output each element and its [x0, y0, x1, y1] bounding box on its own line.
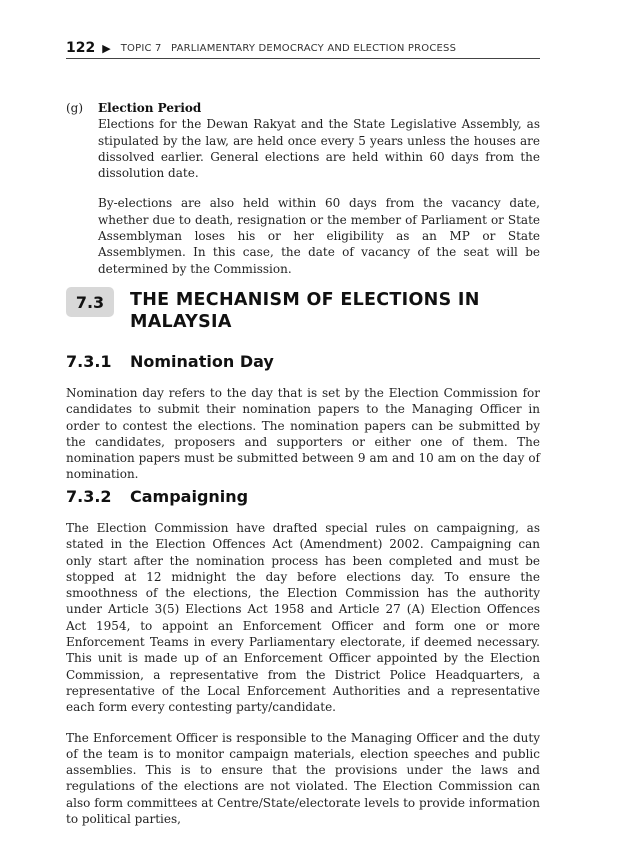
section-title: THE MECHANISM OF ELECTIONS IN MALAYSIA	[130, 290, 480, 332]
paragraph: Elections for the Dewan Rakyat and the State Legislative Assembly, as stipulated by the law, are held once every 5 years unless the houses are dissolved earlier. General elections are held within 60 days from the dissolution date.	[98, 117, 540, 181]
paragraph: The Election Commission have drafted special rules on campaigning, as stated in the Election Offences Act (Amendment) 2002. Campaigning can only start after the nomination process has been completed and must be stopped at 12 midnight the day before elections day. To ensure the smoothness of the elections, the Election Commission has the authority under Article 3(5) Elections Act 1958 and Article 27 (A) Election Offences Act 1954, to appoint an Enforcement Officer and form one or more Enforcement Teams in every Parliamentary electorate, if deemed necessary. This unit is made up of an Enforcement Officer appointed by the Election Commission, a representative from the District Police Headquarters, a representative of the Local Enforcement Authorities and a representative each form every contesting party/candidate.	[66, 521, 540, 715]
paragraph: The Enforcement Officer is responsible to the Managing Officer and the duty of the team is to monitor campaign materials, election speeches and public assemblies. This is to ensure that the provisions under the laws and regulations of the elections are not violated. The Election Commission can also form committees at Centre/State/electorate levels to provide information to political parties,	[66, 730, 540, 827]
page-header	[66, 38, 540, 59]
subsection-title: Nomination Day	[130, 352, 274, 371]
text-block	[66, 385, 540, 483]
topic-label: TOPIC 7	[120, 42, 162, 54]
page-number: 122	[66, 40, 96, 56]
paragraph: By-elections are also held within 60 days from the vacancy date, whether due to death, resignation or the member of Parliament or State Assemblyman loses his or her eligibility as an MP or State Assemblymen. In this case, the date of vacancy of the seat will be determined by the Commission.	[98, 196, 540, 276]
topic-title: PARLIAMENTARY DEMOCRACY AND ELECTION PROCESS	[170, 42, 457, 54]
text-block	[66, 520, 540, 827]
section-number-badge: 7.3	[66, 287, 114, 317]
subsection-number: 7.3.1	[66, 352, 112, 371]
paragraph: Nomination day refers to the day that is set by the Election Commission for candidates to submit their nomination papers to the Managing Officer in order to contest the elections. The nomination papers can be submitted by the candidates, proposers and supporters or either one of them. The nomination papers must be submitted between 9 am and 10 am on the day of nomination.	[66, 386, 540, 482]
list-label: (g)	[66, 101, 84, 115]
running-header	[121, 43, 456, 54]
section-heading	[66, 287, 540, 333]
subsection-heading	[66, 352, 540, 371]
subsection-title: Campaigning	[130, 487, 249, 506]
subsection-number: 7.3.2	[66, 487, 112, 506]
item-title: Election Period	[98, 101, 202, 115]
arrow-right-icon: ▶	[102, 41, 111, 55]
subsection-heading	[66, 487, 540, 506]
list-body	[98, 100, 540, 277]
